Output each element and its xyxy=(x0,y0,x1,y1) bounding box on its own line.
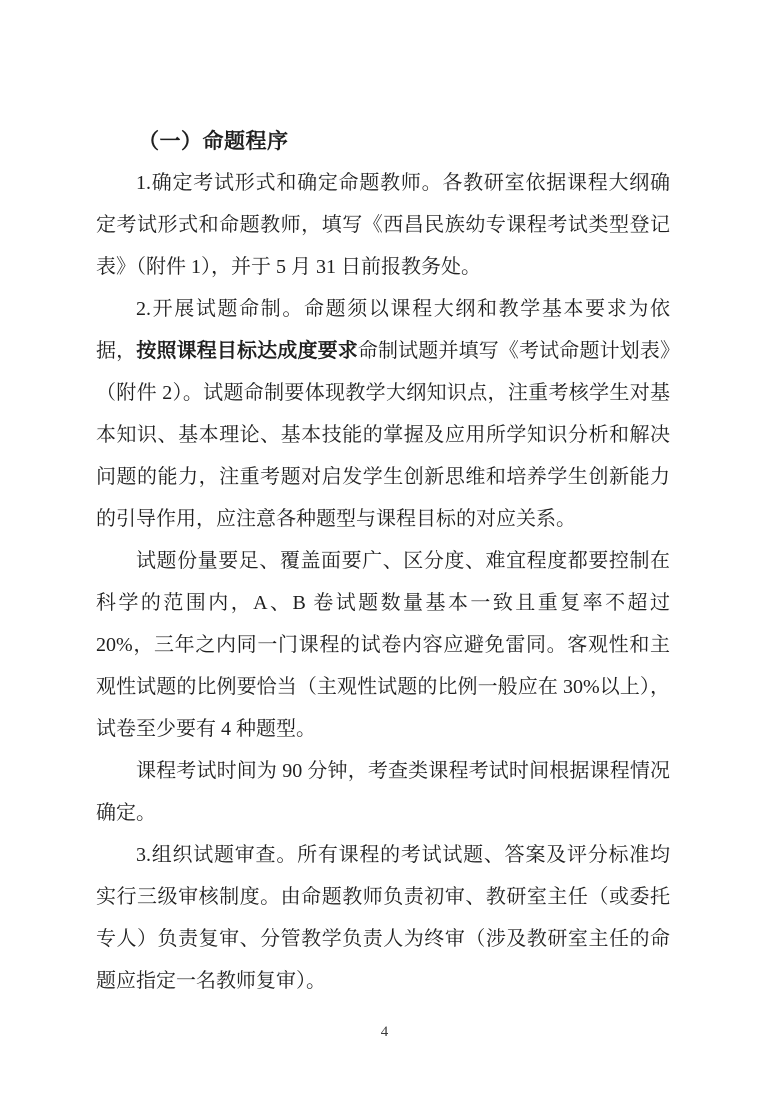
text-segment: 3.组织试题审查。所有课程的考试试题、答案及评分标准均实行三级审核制度。由命题教师负责初审、教研室主任（或委托专人）负责复审、分管教学负责人为终审（涉及教研室主任的命题应指定一名教师复审）。 xyxy=(96,844,670,992)
paragraph xyxy=(96,750,670,834)
paragraph xyxy=(96,540,670,750)
text-segment: 试题份量要足、覆盖面要广、区分度、难宜程度都要控制在科学的范围内，A、B 卷试题数量基本一致且重复率不超过 20%，三年之内同一门课程的试卷内容应避免雷同。客观性和主观性试题的比例要恰当（主观性试题的比例一般应在 30%以上），试卷至少要有 4 种题型。 xyxy=(96,550,670,740)
paragraph xyxy=(96,834,670,1002)
text-segment: 1.确定考试形式和确定命题教师。各教研室依据课程大纲确定考试形式和命题教师，填写《西昌民族幼专课程考试类型登记表》（附件 1），并于 5 月 31 日前报教务处。 xyxy=(96,172,670,278)
paragraphs-container xyxy=(96,162,670,1002)
text-segment: 课程考试时间为 90 分钟，考查类课程考试时间根据课程情况确定。 xyxy=(96,760,670,824)
emphasized-text: 按照课程目标达成度要求 xyxy=(136,340,358,362)
text-segment: 命制试题并填写《考试命题计划表》（附件 2）。试题命制要体现教学大纲知识点，注重考核学生对基本知识、基本理论、基本技能的掌握及应用所学知识分析和解决问题的能力，注重考题对启发学生创新思维和培养学生创新能力的引导作用，应注意各种题型与课程目标的对应关系。 xyxy=(96,340,671,530)
paragraph xyxy=(96,162,670,288)
page-number: 4 xyxy=(380,1024,389,1040)
paragraph xyxy=(96,288,670,540)
text-segment: 2.开展试题命制。命题须以课程大纲和教学基本要求为依据， xyxy=(96,298,670,362)
section-heading: （一）命题程序 xyxy=(138,129,289,153)
document-body xyxy=(96,120,670,1002)
page-footer xyxy=(0,1022,769,1042)
